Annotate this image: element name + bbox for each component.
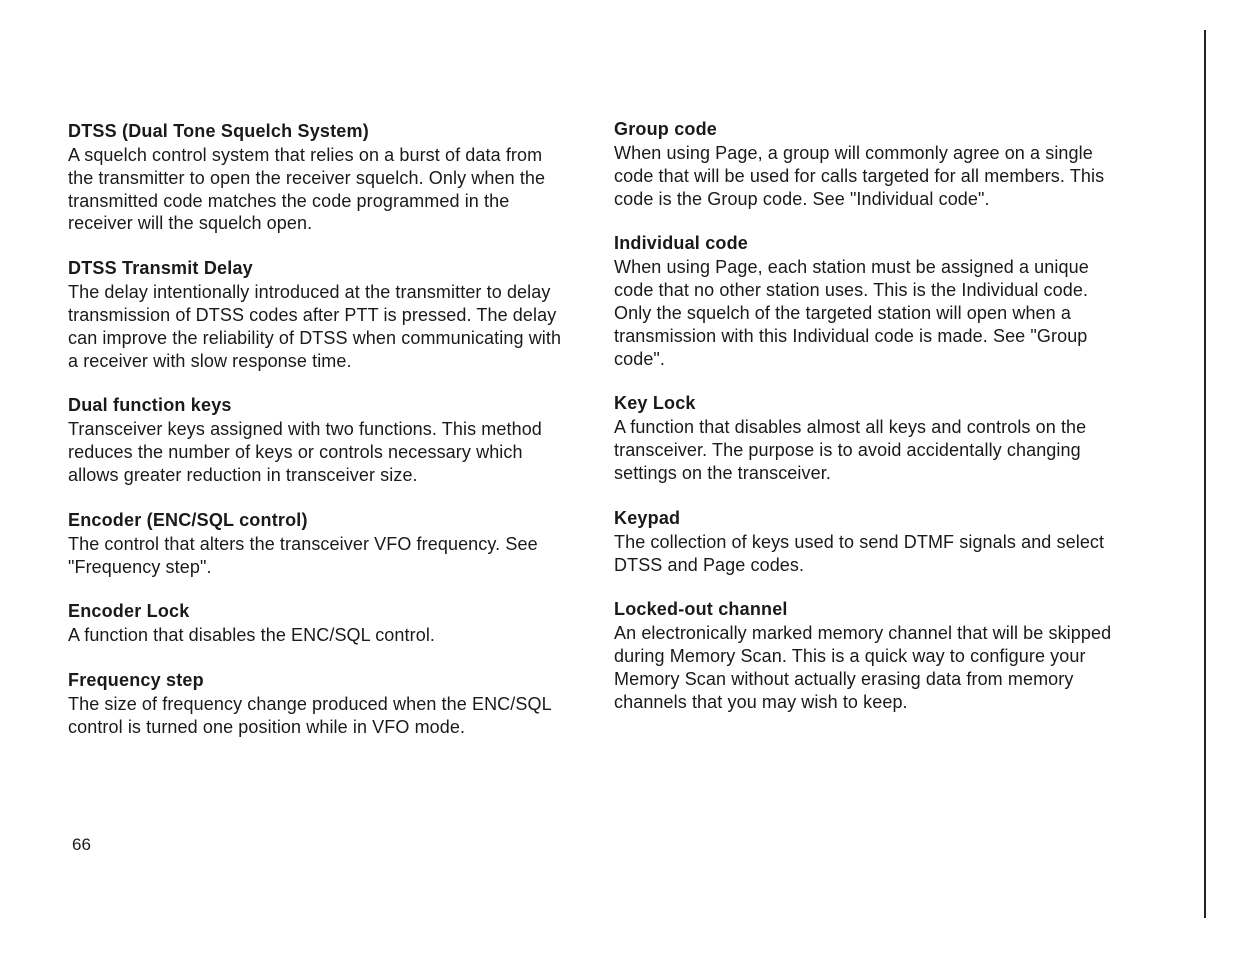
glossary-entry-dtss [68,120,568,235]
term-heading: Key Lock [614,393,696,414]
glossary-entry-group-code [614,118,1124,210]
term-heading: Encoder Lock [68,601,190,622]
term-definition: The collection of keys used to send DTMF signals and select DTSS and Page codes. [614,531,1105,575]
term-heading: DTSS Transmit Delay [68,258,253,279]
term-heading: Frequency step [68,670,204,691]
left-column [68,120,568,739]
glossary-entry-key-lock [614,392,1124,484]
term-definition: When using Page, a group will commonly agree on a single code that will be used for calls targeted for all members. This code is the Group code. See "Individual code". [614,143,1105,209]
term-definition: When using Page, each station must be assigned a unique code that no other station uses. This is the Individual code. Only the squelch of the targeted station will open when a transmission with this Individual code is made. See "Group code". [614,257,1089,369]
glossary-entry-locked-out-channel [614,598,1124,713]
page-number: 66 [72,835,91,854]
term-definition: A function that disables the ENC/SQL control. [68,625,436,646]
glossary-entry-dual-function-keys [68,394,568,486]
term-definition: A function that disables almost all keys and controls on the transceiver. The purpose is to avoid accidentally changing settings on the transceiver. [614,417,1087,483]
term-heading: DTSS (Dual Tone Squelch System) [68,121,369,141]
term-heading: Individual code [614,233,749,254]
term-definition: A squelch control system that relies on a burst of data from the transmitter to open the receiver squelch. Only when the transmitted code matches the code programmed in the receiver will the squelch open. [68,145,546,234]
glossary-entry-dtss-transmit-delay [68,257,568,372]
glossary-entry-encoder-lock [68,600,568,647]
term-heading: Dual function keys [68,395,232,416]
term-definition: The control that alters the transceiver VFO frequency. See "Frequency step". [68,533,538,577]
term-heading: Group code [614,119,718,139]
term-heading: Keypad [614,507,681,528]
term-definition: The delay intentionally introduced at the transmitter to delay transmission of DTSS codes after PTT is pressed. The delay can improve the reliability of DTSS when communicating with a receiver with slow response time. [68,282,562,371]
glossary-entry-individual-code [614,232,1124,370]
term-heading: Encoder (ENC/SQL control) [68,509,308,530]
term-definition: Transceiver keys assigned with two functions. This method reduces the number of keys or controls necessary which allows greater reduction in transceiver size. [68,419,542,485]
term-definition: An electronically marked memory channel that will be skipped during Memory Scan. This is a quick way to configure your Memory Scan without actually erasing data from memory channels that you may wish to keep. [614,623,1112,712]
right-column [614,118,1124,714]
glossary-entry-frequency-step [68,669,568,739]
term-definition: The size of frequency change produced when the ENC/SQL control is turned one position while in VFO mode. [68,694,552,737]
term-heading: Locked-out channel [614,599,788,620]
glossary-entry-encoder [68,509,568,579]
page-edge-line [1204,30,1206,918]
glossary-entry-keypad [614,507,1124,577]
